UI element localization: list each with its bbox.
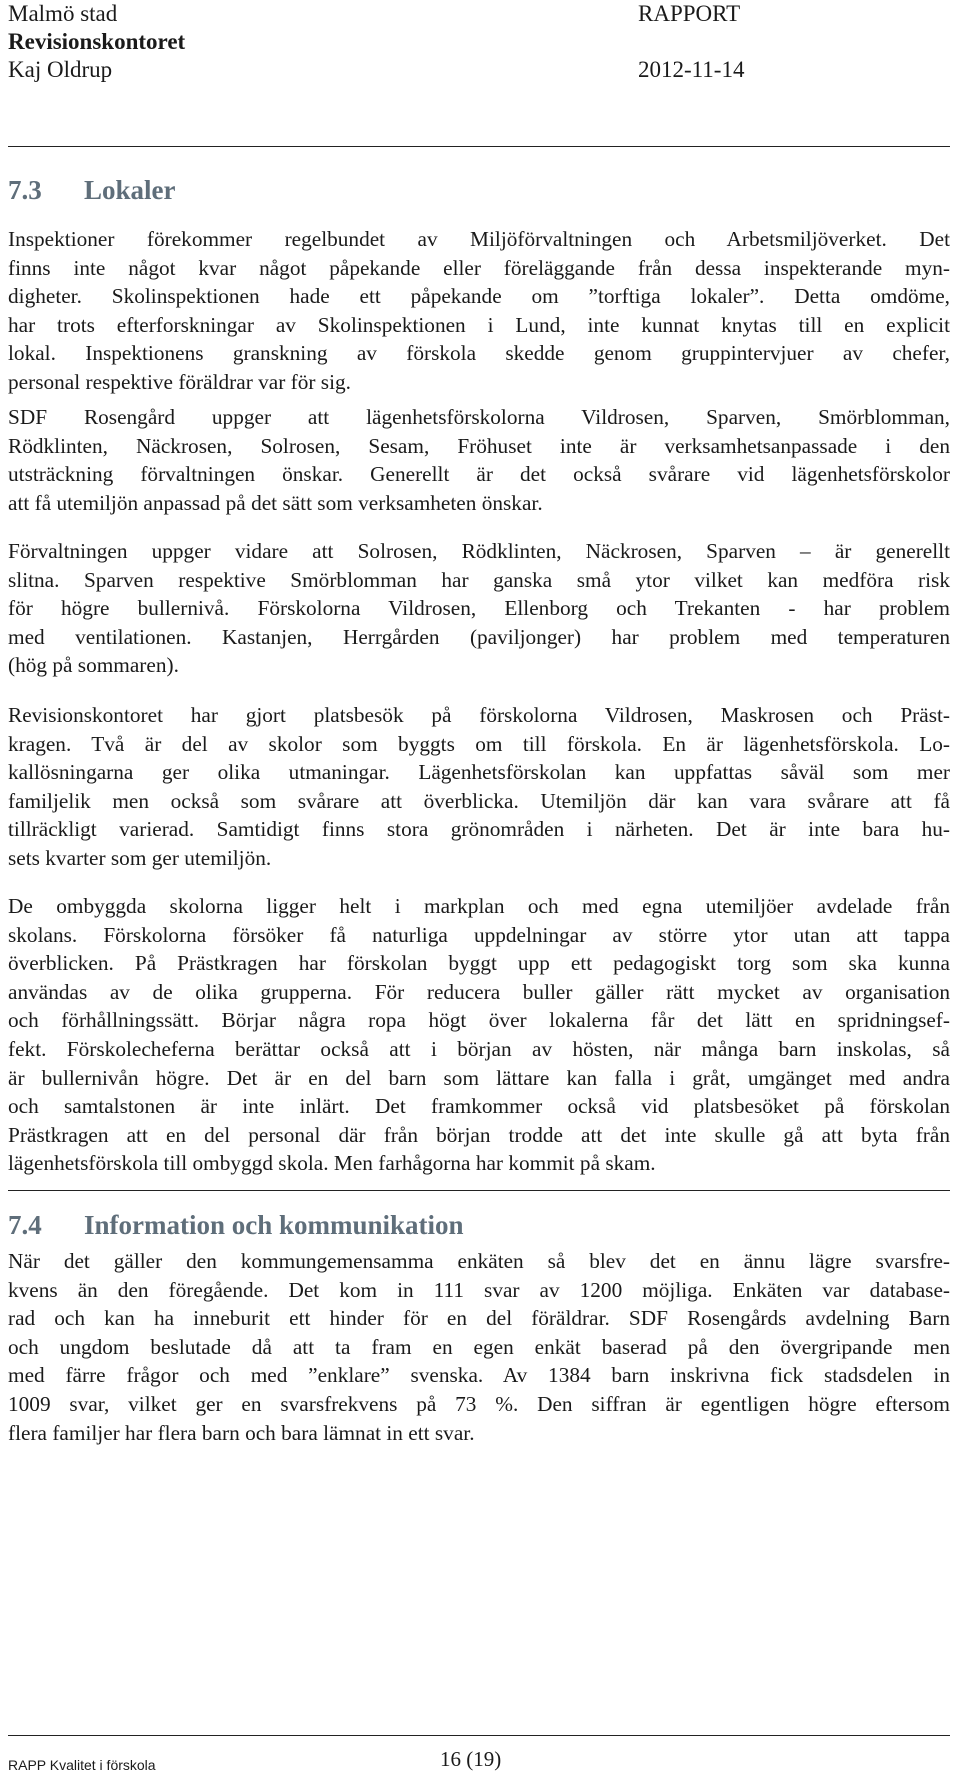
text-line: Förvaltningen uppger vidare att Solrosen, Rödklinten, Näckrosen, Sparven – är generellt xyxy=(8,539,950,563)
section-heading-lokaler xyxy=(8,174,176,206)
paragraph xyxy=(8,225,950,397)
header-date: 2012-11-14 xyxy=(638,57,745,82)
text-line: kallösningarna ger olika utmaningar. Lägenhetsförskolan kan uppfattas såväl som mer xyxy=(8,760,950,785)
text-line: personal respektive föräldrar var för sig. xyxy=(8,369,351,394)
section-number: 7.4 xyxy=(8,1210,42,1240)
text-line: SDF Rosengård uppger att lägenhetsförskolorna Vildrosen, Sparven, Smörblomman, xyxy=(8,405,950,429)
text-line: De ombyggda skolorna ligger helt i markplan och med egna utemiljöer avdelade från xyxy=(8,894,950,918)
text-line: 1009 svar, vilket ger en svarsfrekvens på 73 %. Den siffran är egentligen högre eftersom xyxy=(8,1391,950,1416)
text-line: Inspektioner förekommer regelbundet av Miljöförvaltningen och Arbetsmiljöverket. Det xyxy=(8,227,950,251)
text-line: och ungdom beslutade då att ta fram en egen enkät baserad på den övergripande men xyxy=(8,1334,950,1359)
section-title: Information och kommunikation xyxy=(84,1210,464,1240)
section-number: 7.3 xyxy=(8,175,42,205)
text-line: har trots efterforskningar av Skolinspektionen i Lund, inte kunnat knytas till en explicit xyxy=(8,312,950,337)
section-title: Lokaler xyxy=(84,175,176,205)
paragraph xyxy=(8,403,950,517)
text-line: skolans. Förskolorna försöker få naturliga uppdelningar av större ytor utan att tappa xyxy=(8,922,950,947)
footer-divider xyxy=(8,1735,950,1736)
paragraph xyxy=(8,701,950,873)
text-line: är bullernivån högre. Det är en del barn som lättare kan falla i gråt, umgänget med andra xyxy=(8,1065,950,1090)
section-heading-information xyxy=(8,1209,464,1241)
text-line: och förhållningssätt. Börjar några ropa högt över lokalerna får det lätt en spridningsef- xyxy=(8,1008,950,1033)
paragraph xyxy=(8,1247,950,1447)
text-line: flera familjer har flera barn och bara lämnat in ett svar. xyxy=(8,1420,475,1445)
text-line: kvens än den föregående. Det kom in 111 svar av 1200 möjliga. Enkäten var database- xyxy=(8,1277,950,1302)
text-line: användas av de olika grupperna. För reducera buller gäller rätt mycket av organisation xyxy=(8,979,950,1004)
text-line: lägenhetsförskola till ombyggd skola. Men farhågorna har kommit på skam. xyxy=(8,1151,656,1176)
header-divider xyxy=(8,146,950,147)
page-number: 16 (19) xyxy=(440,1747,502,1771)
text-line: Prästkragen att en del personal där från början trodde att det inte skulle gå att byta från xyxy=(8,1122,950,1147)
paragraph xyxy=(8,892,950,1178)
section-divider xyxy=(8,1190,950,1191)
text-line: familjelik men också som svårare att överblicka. Utemiljön där kan vara svårare att få xyxy=(8,788,950,813)
text-line: (hög på sommaren). xyxy=(8,653,179,678)
text-line: kragen. Två är del av skolor som byggts om till förskola. En är lägenhetsförskola. Lo- xyxy=(8,731,950,756)
text-line: fekt. Förskolecheferna berättar också att i början av hösten, när många barn inskolas, så xyxy=(8,1036,950,1061)
text-line: rad och kan ha inneburit ett hinder för en del föräldrar. SDF Rosengårds avdelning Barn xyxy=(8,1306,950,1331)
text-line: för högre bullernivå. Förskolorna Vildrosen, Ellenborg och Trekanten - har problem xyxy=(8,596,950,621)
text-line: När det gäller den kommungemensamma enkäten så blev det en ännu lägre svarsfre- xyxy=(8,1249,950,1273)
header-department: Revisionskontoret xyxy=(8,29,186,54)
text-line: med färre frågor och med ”enklare” svenska. Av 1384 barn inskrivna fick stadsdelen in xyxy=(8,1363,950,1388)
text-line: Rödklinten, Näckrosen, Solrosen, Sesam, Fröhuset inte är verksamhetsanpassade i den xyxy=(8,433,950,458)
text-line: sets kvarter som ger utemiljön. xyxy=(8,845,272,870)
header-document-type: RAPPORT xyxy=(638,1,741,26)
footer-document-name: RAPP Kvalitet i förskola xyxy=(8,1757,156,1773)
text-line: digheter. Skolinspektionen hade ett påpekande om ”torftiga lokaler”. Detta omdöme, xyxy=(8,284,950,309)
text-line: Revisionskontoret har gjort platsbesök på förskolorna Vildrosen, Maskrosen och Präst- xyxy=(8,703,950,727)
text-line: att få utemiljön anpassad på det sätt som verksamheten önskar. xyxy=(8,490,543,515)
text-line: med ventilationen. Kastanjen, Herrgården (paviljonger) har problem med temperaturen xyxy=(8,624,950,649)
text-line: utsträckning förvaltningen önskar. Generellt är det också svårare vid lägenhetsförskolor xyxy=(8,462,950,487)
text-line: slitna. Sparven respektive Smörblomman har ganska små ytor vilket kan medföra risk xyxy=(8,567,950,592)
text-line: tillräckligt varierad. Samtidigt finns stora grönområden i närheten. Det är inte bara hu- xyxy=(8,817,950,842)
paragraph xyxy=(8,537,950,680)
text-line: lokal. Inspektionens granskning av förskola skedde genom gruppintervjuer av chefer, xyxy=(8,341,950,366)
text-line: finns inte något kvar något påpekande eller föreläggande från dessa inspekterande myn- xyxy=(8,255,950,280)
header-organization: Malmö stad xyxy=(8,1,118,26)
text-line: överblicken. På Prästkragen har förskolan byggt upp ett pedagogiskt torg som ska kunna xyxy=(8,951,950,976)
text-line: och samtalstonen är inte inlärt. Det framkommer också vid platsbesöket på förskolan xyxy=(8,1094,950,1119)
header-author: Kaj Oldrup xyxy=(8,57,113,82)
